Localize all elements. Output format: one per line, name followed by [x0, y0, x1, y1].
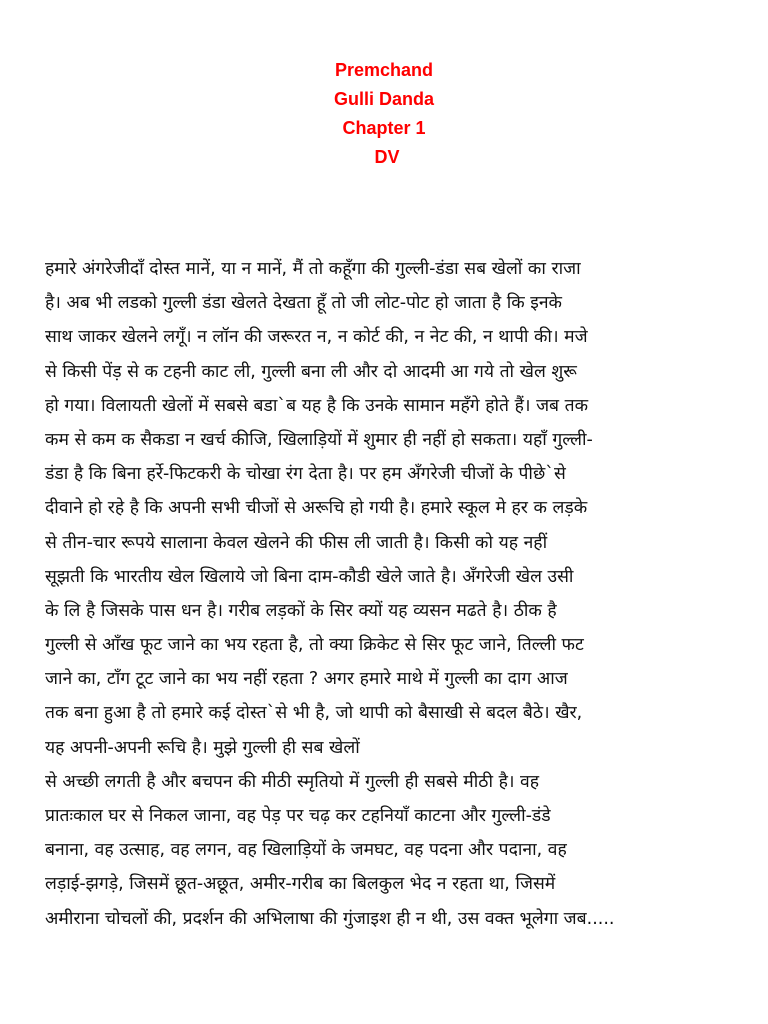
story-body	[45, 252, 735, 936]
story-title: Gulli Danda	[333, 89, 434, 109]
body-line: डंडा है कि बिना हर्रे-फिटकरी के चोखा रंग देता है। पर हम अँगरेजी चीजों के पीछे`से	[45, 464, 566, 485]
body-line: है। अब भी लडको गुल्ली डंडा खेलते देखता हूँ तो जी लोट-पोट हो जाता है कि इनके	[45, 293, 562, 314]
body-line: यह अपनी-अपनी रूचि है। मुझे गुल्ली ही सब खेलों	[45, 737, 360, 758]
chapter-label: Chapter 1	[342, 118, 426, 138]
body-line: जाने का, टाँग टूट जाने का भय नहीं रहता ? अगर हमारे माथे में गुल्ली का दाग आज	[45, 669, 568, 690]
body-line: दीवाने हो रहे है कि अपनी सभी चीजों से अरूचि हो गयी है। हमारे स्कूल मे हर क लड़के	[45, 498, 588, 519]
body-line: गुल्ली से आँख फूट जाने का भय रहता है, तो क्या क्रिकेट से सिर फूट जाने, तिल्ली फट	[45, 635, 584, 656]
body-line: से तीन-चार रूपये सालाना केवल खेलने की फीस ली जाती है। किसी को यह नहीं	[45, 532, 548, 553]
body-line: प्रातःकाल घर से निकल जाना, वह पेड़ पर चढ़ कर टहनियाँ काटना और गुल्ली-डंडे	[45, 806, 551, 826]
body-line: कम से कम क सैकडा न खर्च कीजि, खिलाड़ियों में शुमार ही नहीं हो सकता। यहाँ गुल्ली-	[45, 429, 593, 450]
body-line: तक बना हुआ है तो हमारे कई दोस्त`से भी है, जो थापी को बैसाखी से बदल बैठे। खैर,	[45, 703, 583, 724]
body-line: के लि है जिसके पास धन है। गरीब लड़कों के सिर क्यों यह व्यसन मढते है। ठीक है	[45, 600, 557, 621]
body-line: से अच्छी लगती है और बचपन की मीठी स्मृतियो में गुल्ली ही सबसे मीठी है। वह	[45, 771, 540, 792]
document-heading	[0, 56, 768, 172]
body-line: हो गया। विलायती खेलों में सबसे बडा`ब यह है कि उनके सामान महँगे होते हैं। जब तक	[45, 395, 589, 416]
body-line: अमीराना चोचलों की, प्रदर्शन की अभिलाषा की गुंजाइश ही न थी, उस वक्त भूलेगा जब.....	[45, 908, 615, 929]
body-line: बनाना, वह उत्साह, वह लगन, वह खिलाड़ियों के जमघट, वह पदना और पदाना, वह	[45, 840, 567, 861]
body-line: से किसी पेंड़ से क टहनी काट ली, गुल्ली बना ली और दो आदमी आ गये तो खेल शुरू	[45, 361, 577, 382]
body-line: लड़ाई-झगड़े, जिसमें छूत-अछूत, अमीर-गरीब का बिलकुल भेद न रहता था, जिसमें	[45, 874, 556, 895]
author-name: Premchand	[334, 60, 434, 80]
body-line: सूझती कि भारतीय खेल खिलाये जो बिना दाम-कौडी खेले जाते है। अँगरेजी खेल उसी	[45, 566, 574, 587]
uploader-tag: DV	[374, 147, 400, 167]
body-line: साथ जाकर खेलने लगूँ। न लॉन की जरूरत न, न कोर्ट की, न नेट की, न थापी की। मजे	[45, 327, 588, 348]
body-line: हमारे अंगरेजीदाँ दोस्त मानें, या न मानें, मैं तो कहूँगा की गुल्ली-डंडा सब खेलों का राजा	[45, 259, 581, 279]
